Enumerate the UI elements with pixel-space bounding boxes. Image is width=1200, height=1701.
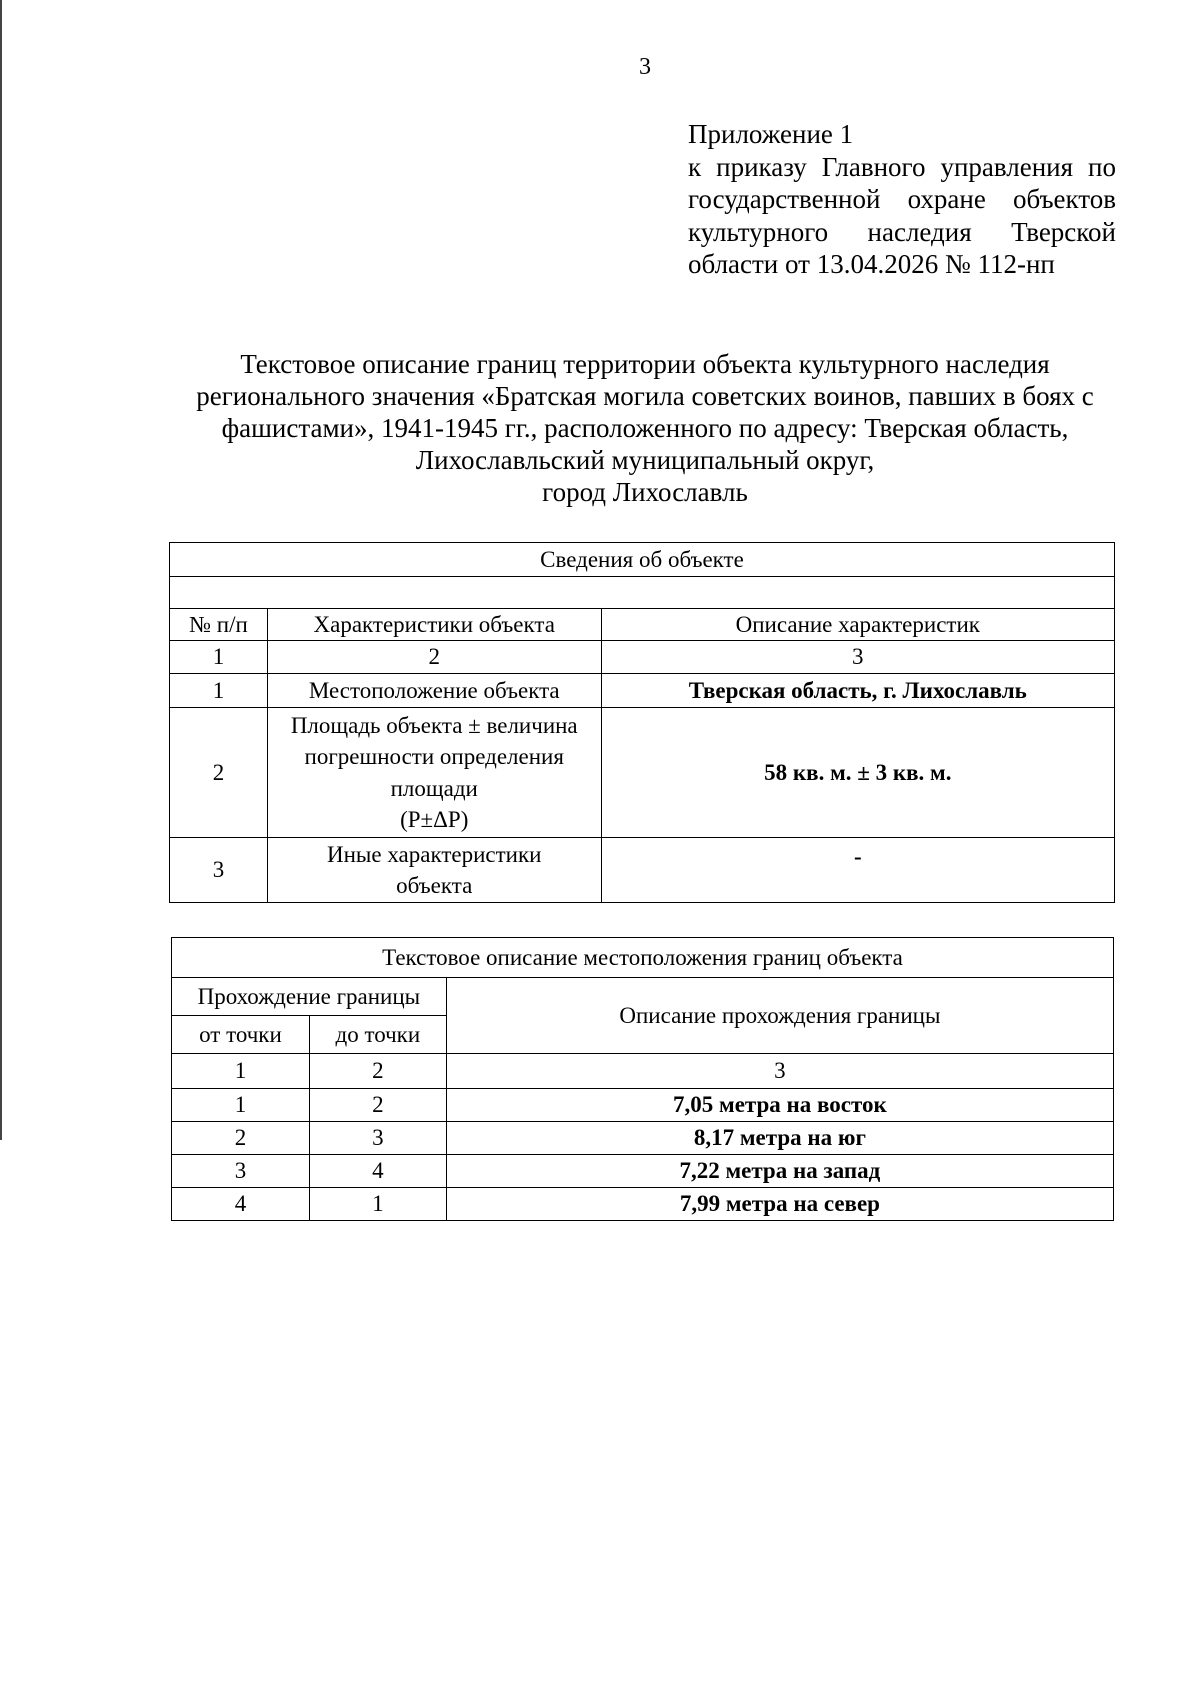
characteristic-line: Площадь объекта ± величина xyxy=(290,712,578,738)
table-row xyxy=(172,1089,1114,1122)
table-row xyxy=(170,838,1115,903)
appendix-line: культурного наследия Тверской xyxy=(688,216,1116,247)
table-row xyxy=(172,1155,1114,1188)
boundary-description: 7,05 метра на восток xyxy=(446,1089,1113,1122)
heading-line: Лихославльский муниципальный округ, xyxy=(415,445,875,475)
appendix-block xyxy=(688,118,1116,281)
to-point: 3 xyxy=(309,1122,446,1155)
column-number: 3 xyxy=(601,641,1114,674)
from-point: 1 xyxy=(172,1089,310,1122)
column-number: 2 xyxy=(267,641,601,674)
scan-edge xyxy=(0,0,2,1140)
row-characteristic: Местоположение объекта xyxy=(267,674,601,708)
document-heading xyxy=(150,348,1140,508)
characteristic-line: площади xyxy=(390,775,478,801)
to-point: 4 xyxy=(309,1155,446,1188)
boundary-table xyxy=(171,937,1114,1221)
appendix-line: области от 13.04.2026 № 112-нп xyxy=(688,249,1055,279)
boundary-description: 7,99 метра на север xyxy=(446,1188,1113,1221)
to-header: до точки xyxy=(309,1016,446,1054)
row-description: Тверская область, г. Лихославль xyxy=(601,674,1114,708)
to-point: 1 xyxy=(309,1188,446,1221)
appendix-line: к приказу Главного управления по xyxy=(688,151,1116,182)
table-row xyxy=(172,1188,1114,1221)
from-point: 3 xyxy=(172,1155,310,1188)
column-number: 2 xyxy=(309,1054,446,1089)
row-num: 3 xyxy=(170,838,268,903)
empty-row xyxy=(170,577,1115,609)
heading-line: регионального значения «Братская могила советских воинов, павших в боях с xyxy=(196,381,1094,411)
boundary-table-title: Текстовое описание местоположения границ объекта xyxy=(172,938,1114,978)
page-number: 3 xyxy=(639,54,651,80)
column-number: 1 xyxy=(170,641,268,674)
appendix-line: государственной охране объектов xyxy=(688,184,1116,214)
column-number: 1 xyxy=(172,1054,310,1089)
characteristic-line: Иные характеристики xyxy=(327,841,542,867)
column-number: 3 xyxy=(446,1054,1113,1089)
heading-line: Текстовое описание границ территории объекта культурного наследия xyxy=(240,349,1050,379)
row-num: 2 xyxy=(170,708,268,838)
boundary-description: 8,17 метра на юг xyxy=(446,1122,1113,1155)
table-row xyxy=(172,1122,1114,1155)
boundary-description: 7,22 метра на запад xyxy=(446,1155,1113,1188)
to-point: 2 xyxy=(309,1089,446,1122)
characteristic-line: объекта xyxy=(396,873,473,898)
from-header: от точки xyxy=(172,1016,310,1054)
appendix-title: Приложение 1 xyxy=(688,119,854,149)
table-row xyxy=(170,708,1115,838)
heading-line: город Лихославль xyxy=(542,477,748,507)
row-description: 58 кв. м. ± 3 кв. м. xyxy=(601,708,1114,838)
from-point: 2 xyxy=(172,1122,310,1155)
table-row xyxy=(170,674,1115,708)
from-point: 4 xyxy=(172,1188,310,1221)
row-num: 1 xyxy=(170,674,268,708)
passage-header: Прохождение границы xyxy=(172,978,447,1016)
row-description: - xyxy=(601,838,1114,903)
header-characteristic: Характеристики объекта xyxy=(267,609,601,641)
characteristic-line: (Р±ΔР) xyxy=(400,807,469,832)
row-characteristic xyxy=(267,838,601,903)
header-num: № п/п xyxy=(170,609,268,641)
description-header: Описание прохождения границы xyxy=(446,978,1113,1054)
object-info-table xyxy=(169,542,1115,903)
header-description: Описание характеристик xyxy=(601,609,1114,641)
heading-line: фашистами», 1941-1945 гг., расположенного по адресу: Тверская область, xyxy=(221,413,1069,443)
characteristic-line: погрешности определения xyxy=(304,744,564,769)
object-table-title: Сведения об объекте xyxy=(170,543,1115,577)
row-characteristic xyxy=(267,708,601,838)
